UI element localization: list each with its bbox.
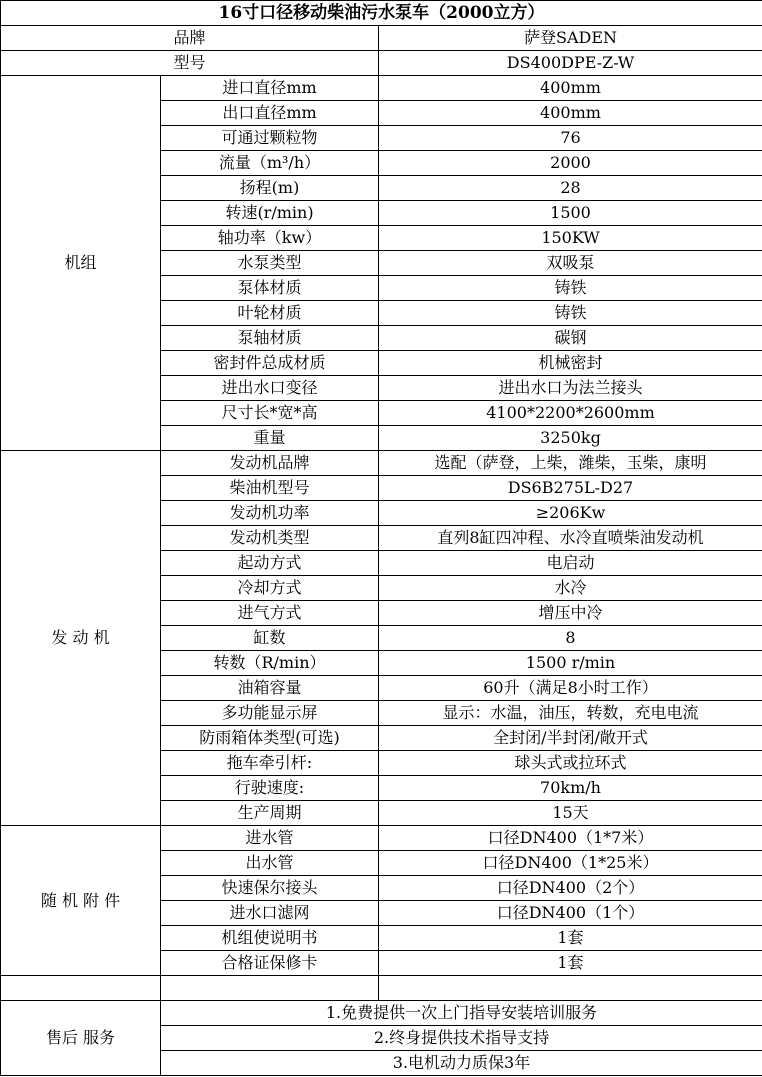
blank-row <box>1 976 762 1001</box>
spec-label: 出水管 <box>161 851 379 876</box>
spec-value: 铸铁 <box>379 276 762 301</box>
spec-value: 60升（满足8小时工作） <box>379 676 762 701</box>
model-value: DS400DPE-Z-W <box>379 51 762 76</box>
spec-label: 水泵类型 <box>161 251 379 276</box>
brand-value: 萨登SADEN <box>379 26 762 51</box>
title-row <box>1 1 762 26</box>
group-label: 随 机 附 件 <box>1 826 161 976</box>
spec-value: 1套 <box>379 926 762 951</box>
spec-label: 泵轴材质 <box>161 326 379 351</box>
spec-value: 1500 r/min <box>379 651 762 676</box>
spec-label: 转数（R/min） <box>161 651 379 676</box>
spec-value: ≥206Kw <box>379 501 762 526</box>
spec-value: 70km/h <box>379 776 762 801</box>
spec-label: 发动机功率 <box>161 501 379 526</box>
blank-cell <box>379 976 762 1001</box>
spec-value: 碳钢 <box>379 326 762 351</box>
service-item: 1.免费提供一次上门指导安装培训服务 <box>161 1001 762 1026</box>
spec-value: 3250kg <box>379 426 762 451</box>
spec-value: 150KW <box>379 226 762 251</box>
spec-label: 柴油机型号 <box>161 476 379 501</box>
after-sales-group <box>1 1001 762 1076</box>
spec-label: 尺寸长*宽*高 <box>161 401 379 426</box>
service-item: 3.电机动力质保3年 <box>161 1051 762 1076</box>
spec-value: 选配（萨登，上柴，潍柴，玉柴，康明 <box>379 451 762 476</box>
spec-value: 口径DN400（1个） <box>379 901 762 926</box>
accessories-group <box>1 826 762 976</box>
spec-value: 1套 <box>379 951 762 976</box>
group-label: 售后 服务 <box>1 1001 161 1076</box>
spec-label: 轴功率（kw） <box>161 226 379 251</box>
spec-label: 进出水口变径 <box>161 376 379 401</box>
spec-value: 球头式或拉环式 <box>379 751 762 776</box>
spec-label: 行驶速度: <box>161 776 379 801</box>
spec-value: 28 <box>379 176 762 201</box>
engine-group <box>1 451 762 826</box>
spec-value: 76 <box>379 126 762 151</box>
spec-value: 口径DN400（1*7米） <box>379 826 762 851</box>
table-row <box>1 451 762 476</box>
spec-value: 双吸泵 <box>379 251 762 276</box>
spec-label: 多功能显示屏 <box>161 701 379 726</box>
spec-value: 8 <box>379 626 762 651</box>
spec-label: 生产周期 <box>161 801 379 826</box>
spec-label: 泵体材质 <box>161 276 379 301</box>
spec-label: 油箱容量 <box>161 676 379 701</box>
spec-value: 口径DN400（1*25米） <box>379 851 762 876</box>
spec-label: 可通过颗粒物 <box>161 126 379 151</box>
brand-row <box>1 26 762 51</box>
spec-label: 重量 <box>161 426 379 451</box>
group-label: 机组 <box>1 76 161 451</box>
spec-label: 合格证保修卡 <box>161 951 379 976</box>
spec-value: 4100*2200*2600mm <box>379 401 762 426</box>
spec-label: 发动机品牌 <box>161 451 379 476</box>
spec-label: 拖车牵引杆: <box>161 751 379 776</box>
spec-value: 1500 <box>379 201 762 226</box>
spec-value: 进出水口为法兰接头 <box>379 376 762 401</box>
table-row <box>1 826 762 851</box>
spec-label: 进口直径mm <box>161 76 379 101</box>
spec-label: 机组使说明书 <box>161 926 379 951</box>
spec-value: 直列8缸四冲程、水冷直喷柴油发动机 <box>379 526 762 551</box>
blank-cell <box>1 976 161 1001</box>
spec-label: 进水口滤网 <box>161 901 379 926</box>
spec-value: 水冷 <box>379 576 762 601</box>
table-row <box>1 76 762 101</box>
spec-value: 增压中冷 <box>379 601 762 626</box>
brand-label: 品牌 <box>1 26 379 51</box>
spec-label: 扬程(m) <box>161 176 379 201</box>
spec-value: 机械密封 <box>379 351 762 376</box>
model-row <box>1 51 762 76</box>
spec-label: 叶轮材质 <box>161 301 379 326</box>
spec-label: 进水管 <box>161 826 379 851</box>
service-row <box>1 1001 762 1026</box>
spec-value: 口径DN400（2个） <box>379 876 762 901</box>
spec-value: 15天 <box>379 801 762 826</box>
spec-label: 发动机类型 <box>161 526 379 551</box>
spec-value: 2000 <box>379 151 762 176</box>
spec-label: 冷却方式 <box>161 576 379 601</box>
spec-value: 400mm <box>379 101 762 126</box>
spec-label: 出口直径mm <box>161 101 379 126</box>
spec-value: 铸铁 <box>379 301 762 326</box>
spec-label: 缸数 <box>161 626 379 651</box>
spec-value: DS6B275L-D27 <box>379 476 762 501</box>
spec-label: 防雨箱体类型(可选) <box>161 726 379 751</box>
spec-value: 全封闭/半封闭/敞开式 <box>379 726 762 751</box>
table-title: 16寸口径移动柴油污水泵车（2000立方） <box>1 1 762 26</box>
group-label: 发 动 机 <box>1 451 161 826</box>
spec-value: 400mm <box>379 76 762 101</box>
unit-group <box>1 76 762 451</box>
spec-label: 流量（m³/h） <box>161 151 379 176</box>
spec-label: 密封件总成材质 <box>161 351 379 376</box>
service-item: 2.终身提供技术指导支持 <box>161 1026 762 1051</box>
spec-label: 转速(r/min) <box>161 201 379 226</box>
spec-label: 进气方式 <box>161 601 379 626</box>
blank-cell <box>161 976 379 1001</box>
model-label: 型号 <box>1 51 379 76</box>
spec-value: 显示：水温，油压，转数，充电电流 <box>379 701 762 726</box>
spec-label: 快速保尔接头 <box>161 876 379 901</box>
spec-value: 电启动 <box>379 551 762 576</box>
spec-label: 起动方式 <box>161 551 379 576</box>
